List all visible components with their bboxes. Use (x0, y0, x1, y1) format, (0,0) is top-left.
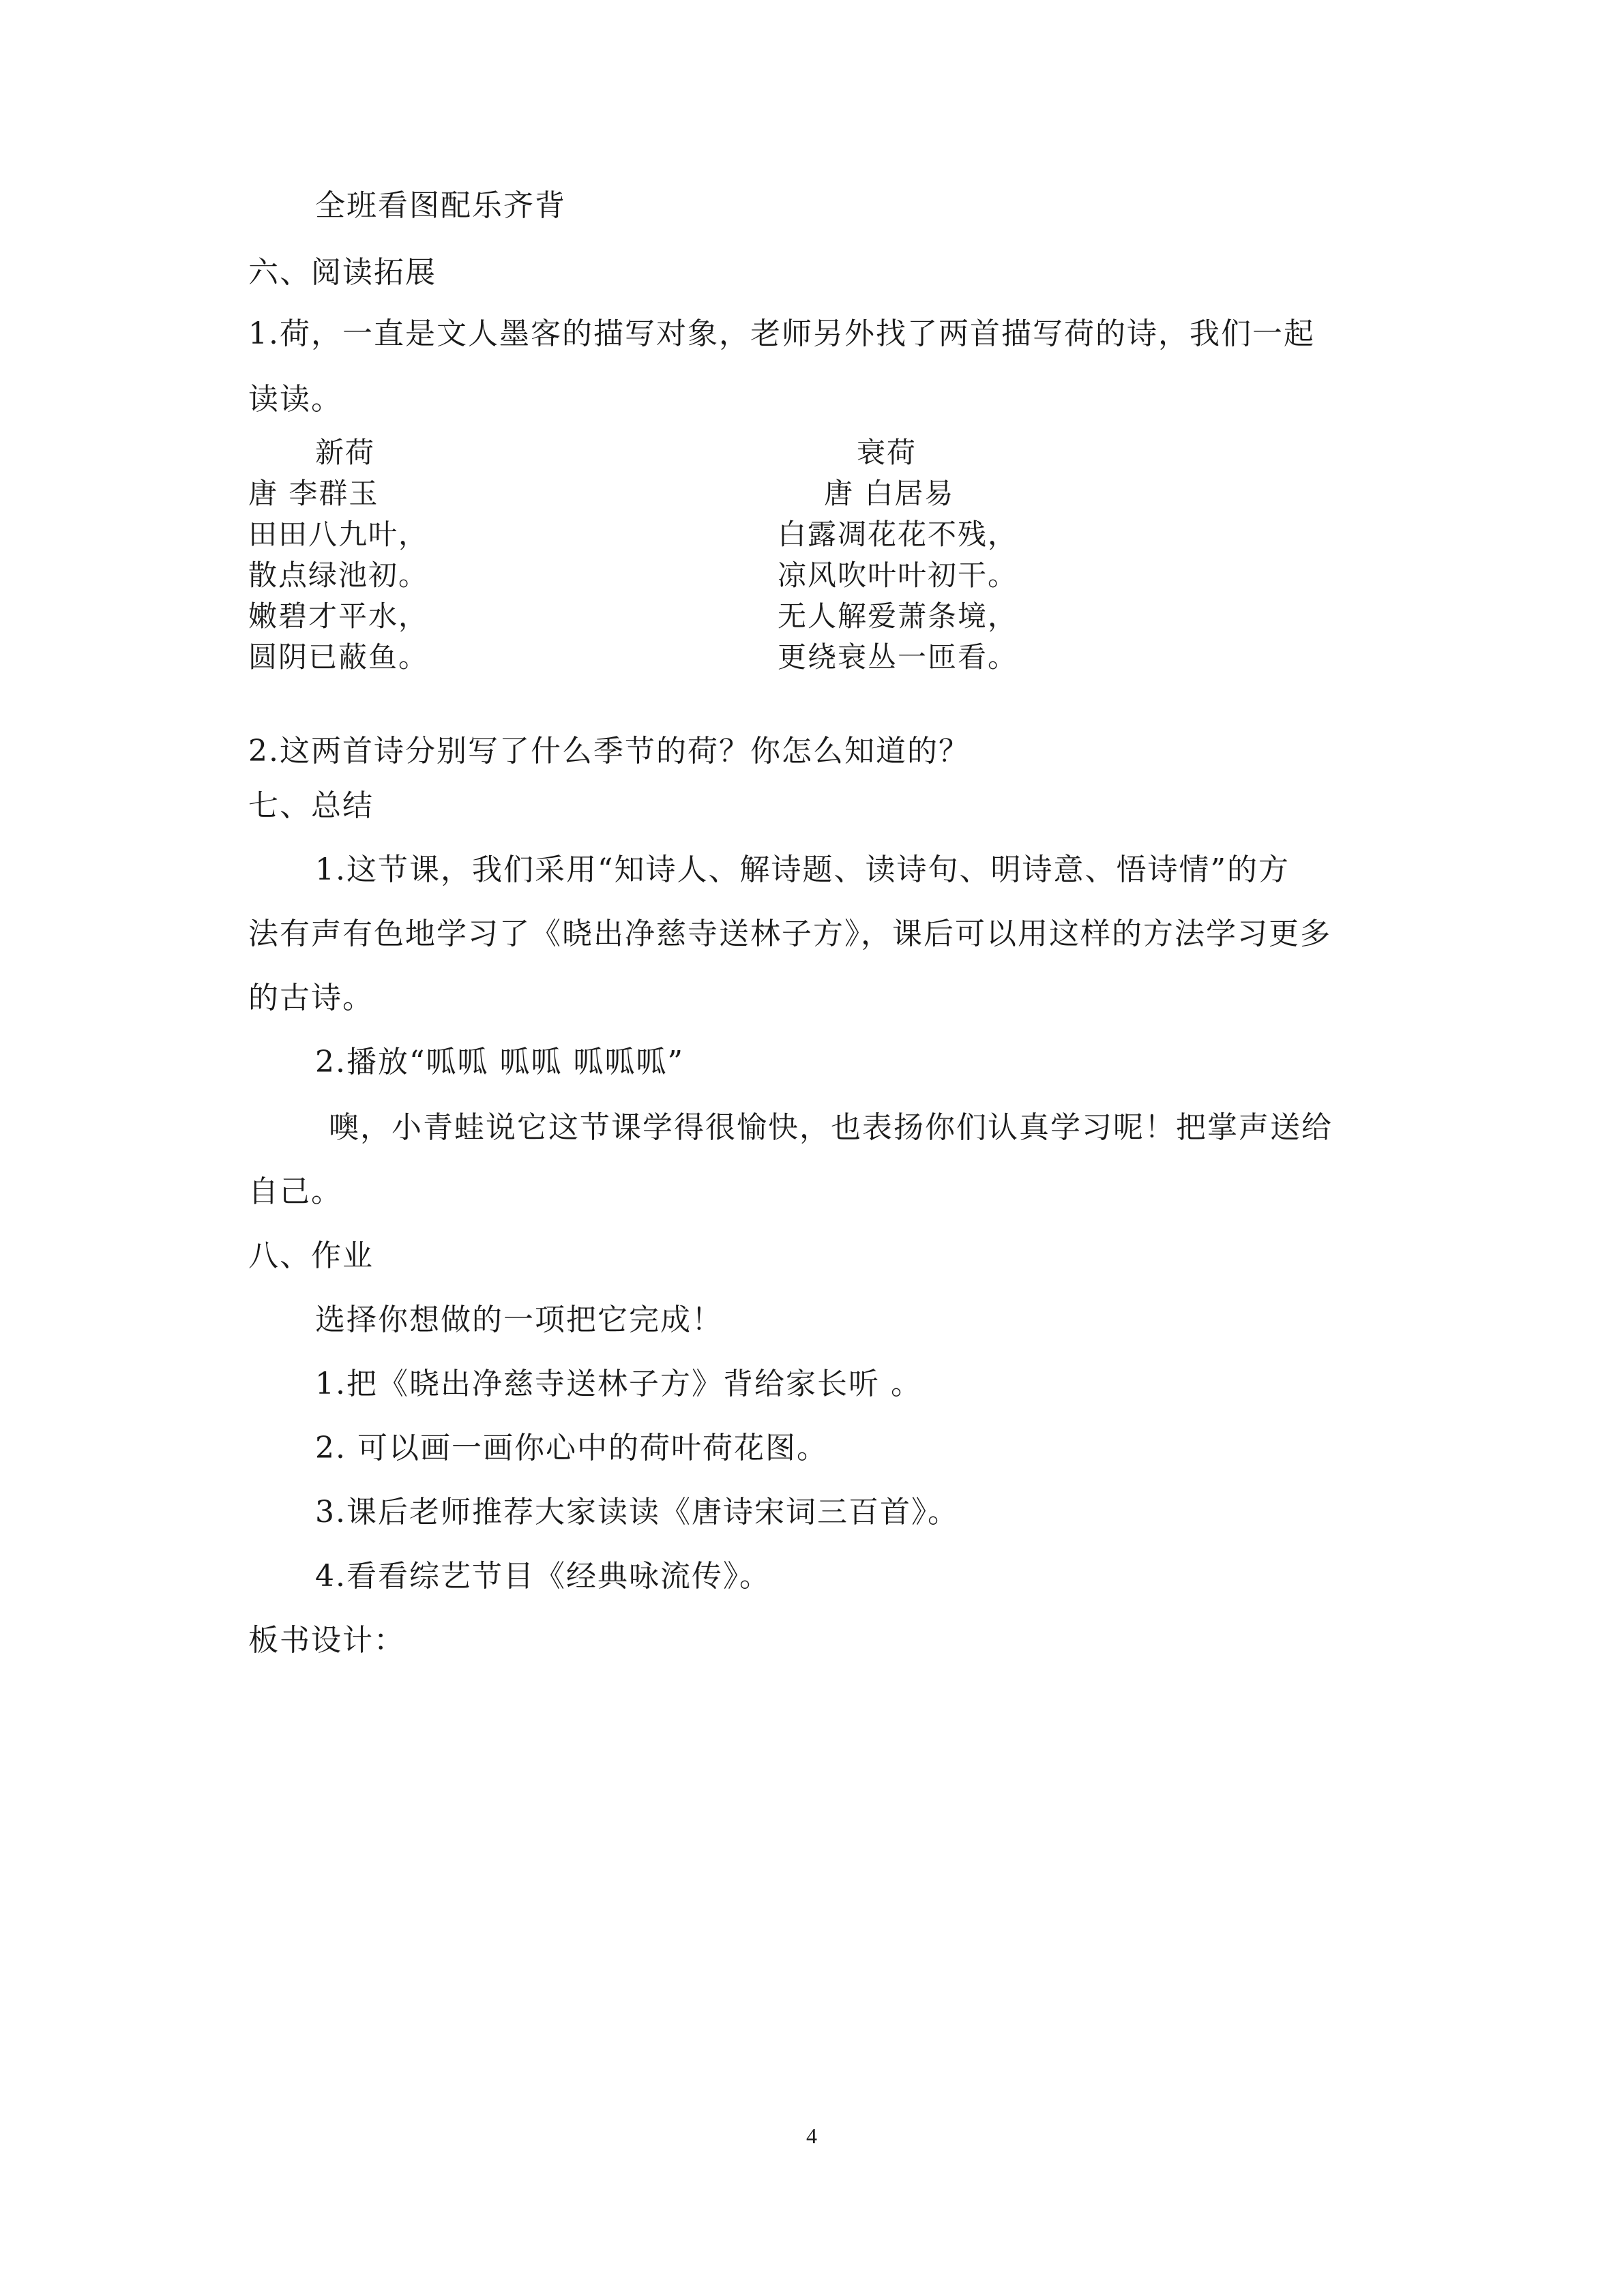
poem-left-line: 嫩碧才平水， (248, 599, 429, 633)
page-number: 4 (806, 2123, 817, 2148)
section-6-heading: 六、阅读拓展 (248, 255, 437, 290)
section-8-heading: 八、作业 (248, 1238, 374, 1273)
poem-right-line: 凉风吹叶叶初干。 (778, 558, 1018, 592)
poem-right-line: 更绕衰丛一匝看。 (778, 640, 1018, 674)
section-7-paragraph-1-line-1: 1.这节课，我们采用“知诗人、解诗题、读诗句、明诗意、悟诗情”的方 (315, 852, 1290, 887)
section-6-question-2: 2.这两首诗分别写了什么季节的荷？你怎么知道的？ (248, 734, 970, 769)
section-7-paragraph-1-line-2: 法有声有色地学习了《晓出净慈寺送林子方》，课后可以用这样的方法学习更多 (248, 916, 1331, 951)
section-7-paragraph-1-line-3: 的古诗。 (248, 981, 374, 1015)
poem-left-title: 新荷 (315, 436, 376, 469)
poem-right-title: 衰荷 (857, 436, 917, 469)
poem-left-line: 田田八九叶， (248, 518, 429, 551)
homework-item: 4.看看综艺节目《经典咏流传》。 (315, 1559, 771, 1594)
section-7-heading: 七、总结 (248, 788, 374, 823)
homework-item: 2. 可以画一画你心中的荷叶荷花图。 (315, 1431, 828, 1465)
poem-left-author: 唐 李群玉 (248, 477, 379, 510)
homework-item: 1.把《晓出净慈寺送林子方》背给家长听 。 (315, 1367, 922, 1401)
poem-right-line: 无人解爱萧条境， (778, 599, 1018, 633)
poem-right-author: 唐 白居易 (824, 477, 955, 510)
poem-right-line: 白露凋花花不残， (778, 518, 1018, 551)
section-6-paragraph-1-line-2: 读读。 (248, 382, 342, 417)
section-6-paragraph-1-line-1: 1.荷，一直是文人墨客的描写对象，老师另外找了两首描写荷的诗，我们一起 (248, 316, 1315, 351)
poem-left-line: 圆阴已蔽鱼。 (248, 640, 429, 674)
section-7-paragraph-3-line-1: 噢，小青蛙说它这节课学得很愉快，也表扬你们认真学习呢！把掌声送给 (329, 1110, 1333, 1145)
board-design-heading: 板书设计： (248, 1623, 405, 1658)
homework-intro: 选择你想做的一项把它完成！ (315, 1302, 723, 1337)
recite-all-line: 全班看图配乐齐背 (315, 188, 566, 223)
section-7-paragraph-2: 2.播放“呱呱 呱呱 呱呱呱” (315, 1045, 684, 1079)
section-7-paragraph-3-line-2: 自己。 (248, 1174, 342, 1209)
poem-left-line: 散点绿池初。 (248, 558, 429, 592)
homework-item: 3.课后老师推荐大家读读《唐诗宋词三百首》。 (315, 1495, 959, 1530)
